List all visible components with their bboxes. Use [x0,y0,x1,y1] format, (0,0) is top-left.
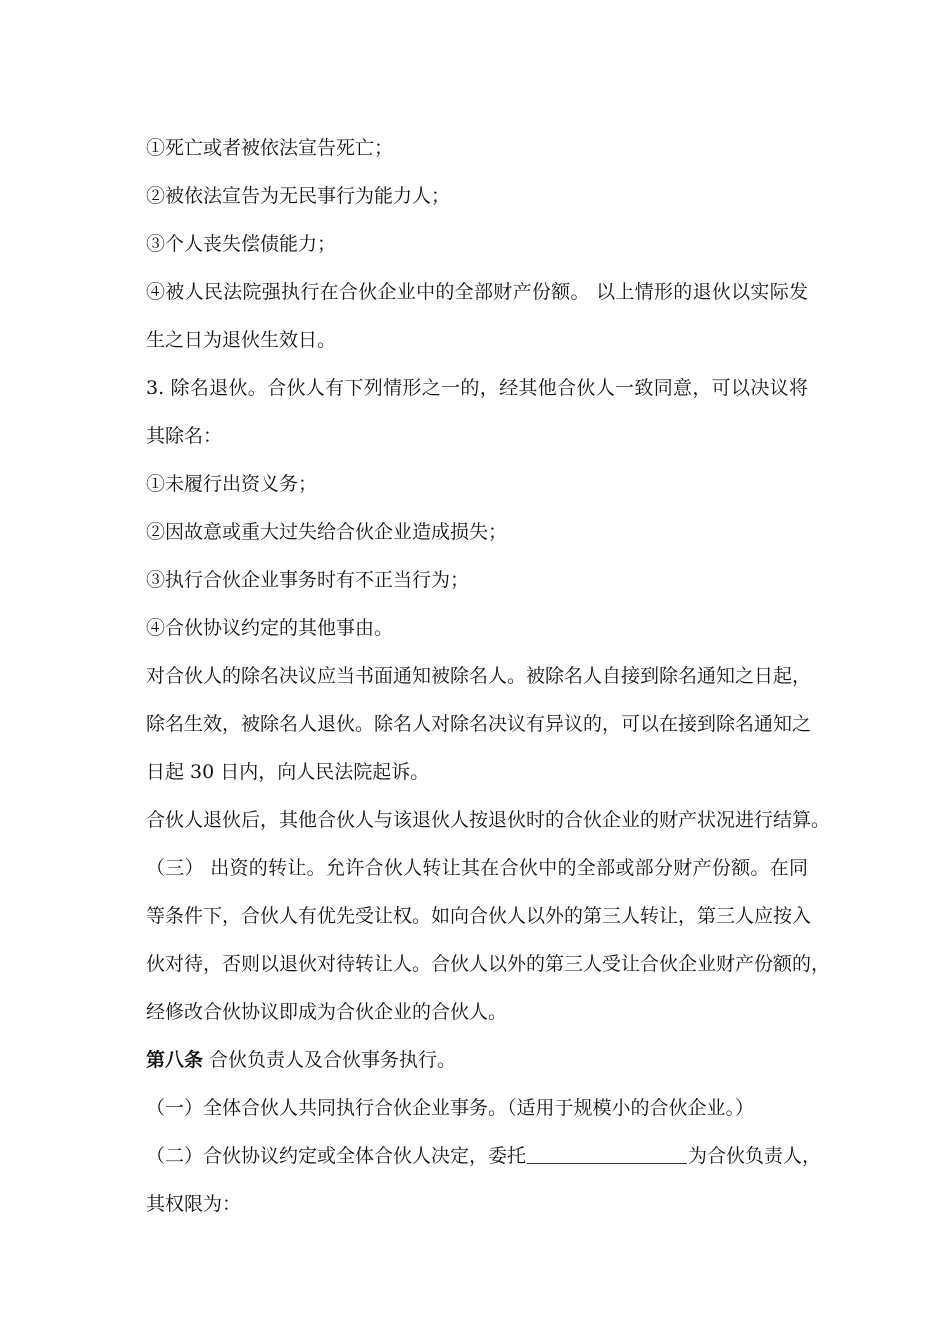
item-court-enforcement: ④被人民法院强执行在合伙企业中的全部财产份额。 以上情形的退伙以实际发 [146,281,808,303]
clause-1: （一）全体合伙人共同执行合伙企业事务。（适用于规模小的合伙企业。） [146,1097,755,1119]
paragraph-continuation: 伙对待，否则以退伙对待转让人。合伙人以外的第三人受让合伙企业财产份额的， [146,953,831,975]
article-number: 第八条 [146,1049,204,1071]
clause-2-text: （二）合伙协议约定或全体合伙人决定，委托 [146,1145,527,1167]
clause-2-continuation: 其权限为： [146,1193,242,1215]
article-8-heading [146,1048,456,1072]
paragraph-continuation: 其除名： [146,425,223,447]
paragraph-expulsion-notice: 对合伙人的除名决议应当书面通知被除名人。被除名人自接到除名通知之日起， [146,665,812,687]
paragraph-settlement: 合伙人退伙后，其他合伙人与该退伙人按退伙时的合伙企业的财产状况进行结算。 [146,809,831,831]
fill-in-blank[interactable] [527,1145,687,1164]
clause-2-text-end: 为合伙负责人， [688,1145,822,1167]
item-other-reasons: ④合伙协议约定的其他事由。 [146,617,394,639]
paragraph-continuation: 除名生效，被除名人退伙。除名人对除名决议有异议的，可以在接到除名通知之 [146,713,812,735]
paragraph-continuation: 生之日为退伙生效日。 [146,329,337,351]
item-incapacity: ②被依法宣告为无民事行为能力人； [146,185,451,207]
section-expulsion: 3. 除名退伙。合伙人有下列情形之一的，经其他合伙人一致同意，可以决议将 [146,377,808,399]
item-insolvency: ③个人丧失偿债能力； [146,233,337,255]
paragraph-continuation: 等条件下，合伙人有优先受让权。如向合伙人以外的第三人转让，第三人应按入 [146,905,812,927]
paragraph-continuation: 经修改合伙协议即成为合伙企业的合伙人。 [146,1001,508,1023]
item-no-capital: ①未履行出资义务； [146,473,318,495]
clause-2 [146,1144,822,1168]
item-death: ①死亡或者被依法宣告死亡； [146,137,394,159]
section-transfer: （三） 出资的转让。允许合伙人转让其在合伙中的全部或部分财产份额。在同 [146,857,808,879]
item-losses: ②因故意或重大过失给合伙企业造成损失； [146,521,508,543]
item-misconduct: ③执行合伙企业事务时有不正当行为； [146,569,470,591]
article-title: 合伙负责人及合伙事务执行。 [203,1049,457,1071]
paragraph-continuation: 日起 30 日内，向人民法院起诉。 [146,761,430,783]
